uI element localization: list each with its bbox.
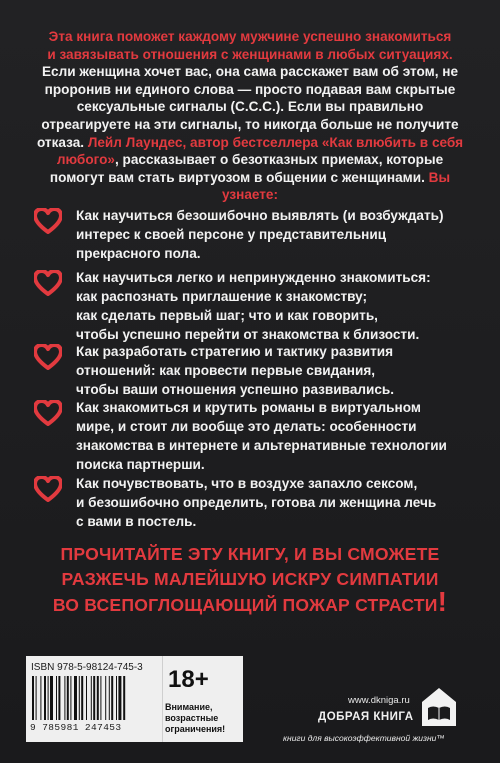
learn-label: Вы узнаете: <box>221 169 451 203</box>
barcode-bar <box>97 676 99 720</box>
slogan-line-1: ПРОЧИТАЙТЕ ЭТУ КНИГУ, И ВЫ СМОЖЕТЕ <box>60 544 440 564</box>
barcode-bar <box>116 676 117 720</box>
benefit-item <box>34 268 500 344</box>
barcode-bar <box>74 676 77 720</box>
barcode-bar <box>111 676 113 720</box>
heart-outline-icon <box>34 476 62 502</box>
barcode-bar <box>79 676 80 720</box>
benefit-text: Как разработать стратегию и тактику развития отношений: как провести первые свидания, чтобы ваши отношения успешно развивались. <box>76 344 395 397</box>
barcode-bar <box>93 676 95 720</box>
heart-outline-icon <box>34 208 62 234</box>
publisher-url: www.dkniga.ru <box>348 695 410 706</box>
barcode-bar <box>56 676 57 720</box>
barcode-bar <box>105 676 106 720</box>
barcode-bar <box>86 676 87 720</box>
barcode-bar <box>44 676 46 720</box>
barcode-bar <box>36 676 37 720</box>
author-reference: Лейл Лаундес, автор бестселлера «Как влюбить в себя любого» <box>56 134 464 168</box>
barcode-icon <box>30 676 154 720</box>
age-warning: Внимание, возрастные ограничения! <box>165 702 226 734</box>
barcode-bar <box>100 676 101 720</box>
barcode-bar <box>40 676 41 720</box>
intro-headline-1: Эта книга поможет каждому мужчине успешно знакомиться <box>48 29 452 44</box>
isbn: ISBN 978-5-98124-745-3 <box>31 662 143 673</box>
slogan <box>28 542 472 618</box>
house-book-icon <box>420 686 458 728</box>
barcode-bar <box>48 676 49 720</box>
barcode-bar <box>32 676 34 720</box>
barcode-number: 9 785981 247453 <box>30 722 122 733</box>
slogan-line-3: ВО ВСЕПОГЛОЩАЮЩИЙ ПОЖАР СТРАСТИ <box>52 595 438 615</box>
benefit-item <box>34 474 500 531</box>
slogan-line-2: РАЗЖЕЧЬ МАЛЕЙШУЮ ИСКРУ СИМПАТИИ <box>61 569 439 589</box>
benefit-text: Как научиться легко и непринужденно знакомиться: как распознать приглашение к знакомству; как сделать первый шаг; что и как говорить, чтобы успешно перейти от знакомства к близости. <box>76 270 431 342</box>
barcode-bar <box>70 676 71 720</box>
intro-headline-2: и завязывать отношения с женщинами в любых ситуациях. <box>47 46 453 62</box>
benefit-item <box>34 342 500 399</box>
benefit-item <box>34 206 500 263</box>
intro-body <box>34 63 466 204</box>
barcode-bar <box>109 676 110 720</box>
slogan-line-3-wrap <box>28 586 472 618</box>
intro-body-a: Если женщина хочет вас, она сама расскажет вам об этом, не проронив ни единого слова — просто подавая вам скрытые сексуальные сигналы (С.С.С.). Если вы правильно отреагируете на эти сигналы, то никогда больше не получите отказа. <box>36 64 459 150</box>
barcode-bar <box>50 676 53 720</box>
exclamation-mark: ! <box>437 586 448 617</box>
barcode-bar <box>81 676 83 720</box>
barcode-bar <box>64 676 65 720</box>
intro-block <box>34 28 466 204</box>
heart-outline-icon <box>34 270 62 296</box>
benefit-text: Как знакомиться и крутить романы в виртуальном мире, и стоит ли вообще это делать: особенности знакомства в интернете и альтернативные технологии поиска партнерши. <box>76 400 447 472</box>
barcode-bar <box>118 676 121 720</box>
barcode-bar <box>91 676 92 720</box>
benefit-item <box>34 398 500 474</box>
publisher-name: ДОБРАЯ КНИГА <box>318 711 414 723</box>
heart-outline-icon <box>34 344 62 370</box>
age-rating: 18+ <box>168 666 209 693</box>
heart-outline-icon <box>34 400 62 426</box>
barcode-bar <box>123 676 125 720</box>
barcode-bar <box>58 676 60 720</box>
intro-body-b: , рассказывает о безотказных приемах, которые помогут вам стать виртуозом в общении с женщинами. <box>49 152 444 185</box>
benefit-text: Как научиться безошибочно выявлять (и возбуждать) интерес к своей персоне у представительниц прекрасного пола. <box>76 208 444 261</box>
barcode-bar <box>67 676 69 720</box>
publisher-tagline: книги для высокоэффективной жизни™ <box>283 733 445 743</box>
benefit-text: Как почувствовать, что в воздухе запахло сексом, и безошибочно определить, готова ли женщина лечь с вами в постель. <box>76 476 437 529</box>
